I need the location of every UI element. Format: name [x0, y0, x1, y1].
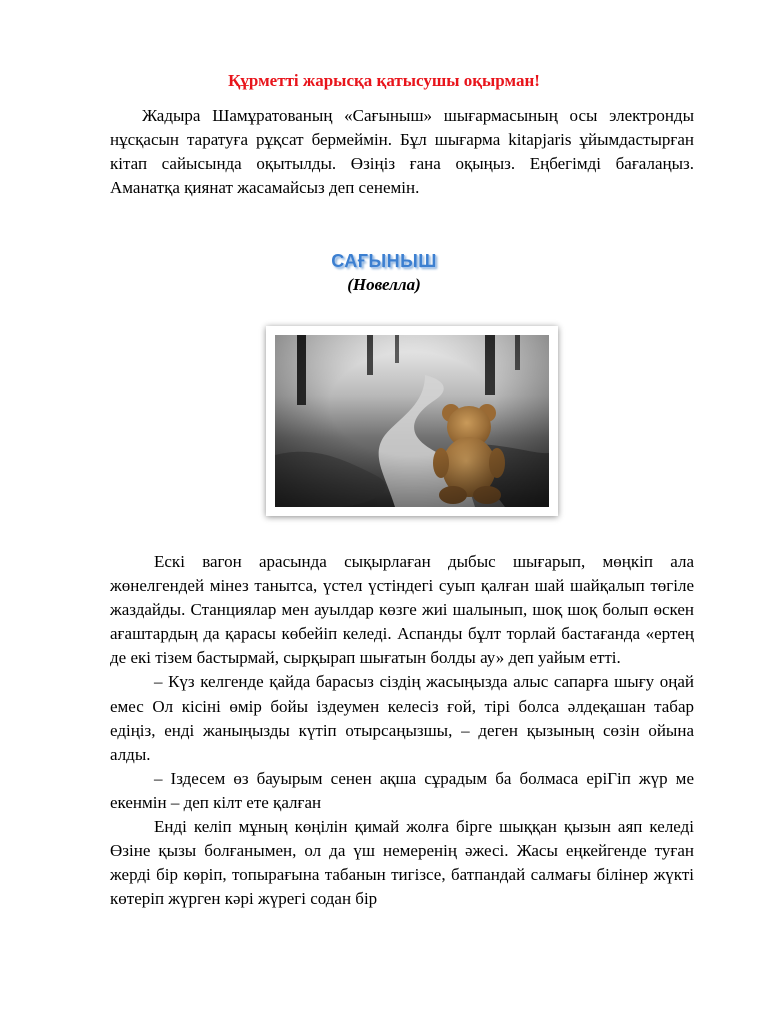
story-body: [110, 550, 694, 911]
teddy-bear-image: [275, 335, 549, 507]
story-paragraph-1: Ескі вагон арасында сықырлаған дыбыс шығарып, мөңкіп ала жөнелгендей мінез танытса, үстел үстіндегі суып қалған шай шайқалып төгіле жаздайды. Станциялар мен ауылдар көзге жиі шалынып, шоқ шоқ болып өскен ағаштардың да қарасы көбейіп келеді. Аспанды бұлт торлай бастағанда «ертең де екі тізем бастырмай, сырқырап шығатын болды ау» деп уайым етті.: [110, 552, 694, 668]
notice-paragraph: Жадыра Шамұратованың «Сағыныш» шығармасының осы электронды нұсқасын таратуға рұқсат бермеймін. Бұл шығарма kitapjaris ұйымдастырған кітап сайысында оқытылды. Өзіңіз ғана оқыңыз. Еңбегімді бағалаңыз. Аманатқа қиянат жасамайсыз деп сенемін.: [110, 106, 694, 197]
story-paragraph-3: – Іздесем өз бауырым сенен ақша сұрадым ба болмаса еріГіп жүр ме екенмін – деп кілт ете қалған: [110, 768, 694, 812]
notice-heading: Құрметті жарысқа қатысушы оқырман!: [228, 71, 540, 90]
story-paragraph-2: – Күз келгенде қайда барасыз сіздің жасыңызда алыс сапарға шығу оңай емес Ол кісіні өмір бойы іздеумен келесіз ғой, тірі болса әлдеқашан табар едіңіз, енді жаныңызды күтіп отырсаңызшы, – деген қызының сөзін ойына алды.: [110, 672, 694, 764]
story-title: САҒЫНЫШ: [331, 251, 437, 271]
story-subtitle: (Новелла): [347, 275, 421, 294]
teddy-bear-photo: [266, 326, 558, 516]
story-paragraph-4: Енді келіп мұның көңілін қимай жолға бірге шыққан қызын аяп келеді Өзіне қызы болғанымен, ол да үш немеренің әжесі. Жасы еңкейгенде туған жерді бір көріп, топырағына табанын тигізсе, батпандай салмағы білінер жүкті көтеріп жүрген кәрі жүрегі содан бір: [110, 817, 694, 909]
